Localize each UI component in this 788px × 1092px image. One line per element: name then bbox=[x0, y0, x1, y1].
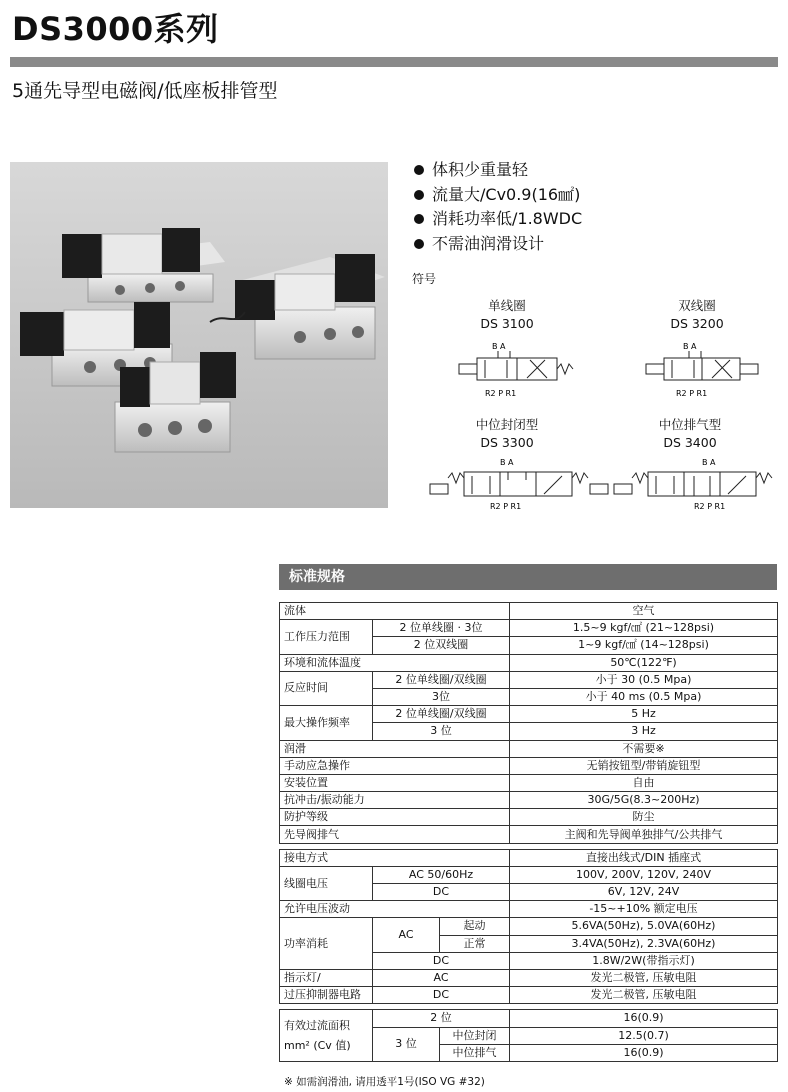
spec-value: 5 Hz bbox=[510, 706, 778, 723]
table-row bbox=[280, 809, 778, 826]
svg-text:R2 P R1: R2 P R1 bbox=[485, 389, 517, 398]
symbol-model: DS 3400 bbox=[663, 435, 717, 450]
table-row bbox=[280, 740, 778, 757]
spec-condition: 2 位单线圈/双线圈 bbox=[373, 671, 510, 688]
symbol-section-label: 符号 bbox=[412, 272, 437, 286]
spec-condition: 中位封闭 bbox=[440, 1027, 510, 1044]
spec-condition: 起动 bbox=[440, 918, 510, 935]
spec-value: 6V, 12V, 24V bbox=[510, 884, 778, 901]
spec-label: 手动应急操作 bbox=[280, 757, 510, 774]
svg-text:R2 P R1: R2 P R1 bbox=[490, 502, 522, 511]
table-row bbox=[280, 826, 778, 843]
spec-value: 小于 40 ms (0.5 Mpa) bbox=[510, 688, 778, 705]
spec-value: 直接出线式/DIN 插座式 bbox=[510, 849, 778, 866]
svg-text:B A: B A bbox=[500, 458, 514, 467]
spec-value: 12.5(0.7) bbox=[510, 1027, 778, 1044]
spec-condition: AC 50/60Hz bbox=[373, 866, 510, 883]
spec-label: 抗冲击/振动能力 bbox=[280, 792, 510, 809]
spec-condition: 2 位单线圈/双线圈 bbox=[373, 706, 510, 723]
spec-value: 16(0.9) bbox=[510, 1044, 778, 1061]
bullet-icon bbox=[414, 239, 424, 249]
spec-label: 过压抑制器电路 bbox=[280, 987, 373, 1004]
spec-value: 无销按钮型/带销旋钮型 bbox=[510, 757, 778, 774]
symbol-name: 双线圈 bbox=[678, 298, 716, 313]
table-row bbox=[280, 603, 778, 620]
product-illustration bbox=[10, 162, 388, 508]
table-row bbox=[280, 901, 778, 918]
flow-label-line-1: 有效过流面积 bbox=[284, 1018, 350, 1032]
symbol-diagram-ds3100 bbox=[455, 338, 575, 402]
table-row bbox=[280, 866, 778, 883]
spec-label: 线圈电压 bbox=[280, 866, 373, 900]
spec-condition: 2 位单线圈 · 3位 bbox=[373, 620, 510, 637]
spec-value: 空气 bbox=[510, 603, 778, 620]
svg-text:R2 P R1: R2 P R1 bbox=[694, 502, 726, 511]
spec-value: 1.5~9 kgf/㎠ (21~128psi) bbox=[510, 620, 778, 637]
spec-value: 主阀和先导阀单独排气/公共排气 bbox=[510, 826, 778, 843]
spec-label: 先导阀排气 bbox=[280, 826, 510, 843]
svg-text:B A: B A bbox=[702, 458, 716, 467]
spec-condition: 3 位 bbox=[373, 723, 510, 740]
table-row bbox=[280, 757, 778, 774]
spec-value: 1.8W/2W(带指示灯) bbox=[510, 952, 778, 969]
spec-label: 功率消耗 bbox=[280, 918, 373, 970]
table-row bbox=[280, 620, 778, 637]
spec-label: 流体 bbox=[280, 603, 510, 620]
table-row bbox=[280, 969, 778, 986]
spec-value: 防尘 bbox=[510, 809, 778, 826]
spec-value: 5.6VA(50Hz), 5.0VA(60Hz) bbox=[510, 918, 778, 935]
symbol-name: 中位封闭型 bbox=[475, 417, 539, 432]
spec-label: 安装位置 bbox=[280, 774, 510, 791]
spec-value: 16(0.9) bbox=[510, 1010, 778, 1027]
spec-value: -15~+10% 额定电压 bbox=[510, 901, 778, 918]
flow-label-line-2: mm² (Cv 值) bbox=[284, 1038, 351, 1052]
spec-label: 接电方式 bbox=[280, 849, 510, 866]
spec-table bbox=[279, 602, 778, 1062]
table-row bbox=[280, 918, 778, 935]
spec-value: 50℃(122℉) bbox=[510, 654, 778, 671]
bullet-icon bbox=[414, 165, 424, 175]
spec-condition: DC bbox=[373, 952, 510, 969]
spec-condition: 3 位 bbox=[373, 1027, 440, 1061]
spec-value: 发光二极管, 压敏电阻 bbox=[510, 969, 778, 986]
title-divider-bar bbox=[10, 57, 778, 67]
product-photo bbox=[10, 162, 388, 508]
table-row bbox=[280, 706, 778, 723]
footnote: ※ 如需润滑油, 请用透平1号(ISO VG #32) bbox=[284, 1076, 485, 1088]
spec-label: 润滑 bbox=[280, 740, 510, 757]
table-row bbox=[280, 792, 778, 809]
spec-value: 小于 30 (0.5 Mpa) bbox=[510, 671, 778, 688]
spec-condition: AC bbox=[373, 969, 510, 986]
symbol-name: 中位排气型 bbox=[658, 417, 722, 432]
spec-value: 3 Hz bbox=[510, 723, 778, 740]
symbol-diagram-ds3200 bbox=[642, 338, 762, 402]
symbol-diagram-ds3300 bbox=[428, 454, 610, 514]
spec-condition: 3位 bbox=[373, 688, 510, 705]
table-row bbox=[280, 671, 778, 688]
spec-condition: AC bbox=[373, 918, 440, 952]
page-subtitle: 5通先导型电磁阀/低座板排管型 bbox=[12, 80, 278, 102]
svg-text:R2 P R1: R2 P R1 bbox=[676, 389, 708, 398]
spec-value: 3.4VA(50Hz), 2.3VA(60Hz) bbox=[510, 935, 778, 952]
feature-item: 消耗功率低/1.8WDC bbox=[412, 207, 582, 232]
table-row bbox=[280, 1010, 778, 1027]
symbol-model: DS 3100 bbox=[480, 316, 534, 331]
spec-label: 允许电压波动 bbox=[280, 901, 510, 918]
spec-condition: 正常 bbox=[440, 935, 510, 952]
symbol-model: DS 3200 bbox=[670, 316, 724, 331]
spec-value: 自由 bbox=[510, 774, 778, 791]
feature-item: 体积少重量轻 bbox=[412, 158, 582, 183]
valve-unit-3 bbox=[115, 352, 236, 452]
spec-condition: 2 位双线圈 bbox=[373, 637, 510, 654]
feature-list bbox=[412, 158, 582, 256]
bullet-icon bbox=[414, 214, 424, 224]
table-row bbox=[280, 774, 778, 791]
spec-value: 30G/5G(8.3~200Hz) bbox=[510, 792, 778, 809]
bullet-icon bbox=[414, 190, 424, 200]
spec-label: 指示灯/ bbox=[280, 969, 373, 986]
spec-label: 工作压力范围 bbox=[280, 620, 373, 654]
spec-label: 最大操作频率 bbox=[280, 706, 373, 740]
table-row bbox=[280, 849, 778, 866]
table-row bbox=[280, 987, 778, 1004]
spec-value: 不需要※ bbox=[510, 740, 778, 757]
symbol-model: DS 3300 bbox=[480, 435, 534, 450]
spec-value: 发光二极管, 压敏电阻 bbox=[510, 987, 778, 1004]
svg-text:B A: B A bbox=[492, 342, 506, 351]
spec-label: 环境和流体温度 bbox=[280, 654, 510, 671]
spec-table-heading: 标准规格 bbox=[279, 564, 777, 590]
table-row bbox=[280, 654, 778, 671]
spec-condition: 中位排气 bbox=[440, 1044, 510, 1061]
spec-value: 1~9 kgf/㎠ (14~128psi) bbox=[510, 637, 778, 654]
spec-label bbox=[280, 1010, 373, 1062]
symbol-diagram-ds3400 bbox=[612, 454, 784, 514]
spec-condition: DC bbox=[373, 987, 510, 1004]
spec-label: 反应时间 bbox=[280, 671, 373, 705]
page-title: DS3000系列 bbox=[12, 10, 219, 48]
symbol-name: 单线圈 bbox=[488, 298, 526, 313]
spec-condition: 2 位 bbox=[373, 1010, 510, 1027]
feature-item: 流量大/Cv0.9(16㎟) bbox=[412, 183, 582, 208]
spec-label: 防护等级 bbox=[280, 809, 510, 826]
spec-value: 100V, 200V, 120V, 240V bbox=[510, 866, 778, 883]
feature-item: 不需油润滑设计 bbox=[412, 232, 582, 257]
spec-condition: DC bbox=[373, 884, 510, 901]
svg-text:B A: B A bbox=[683, 342, 697, 351]
